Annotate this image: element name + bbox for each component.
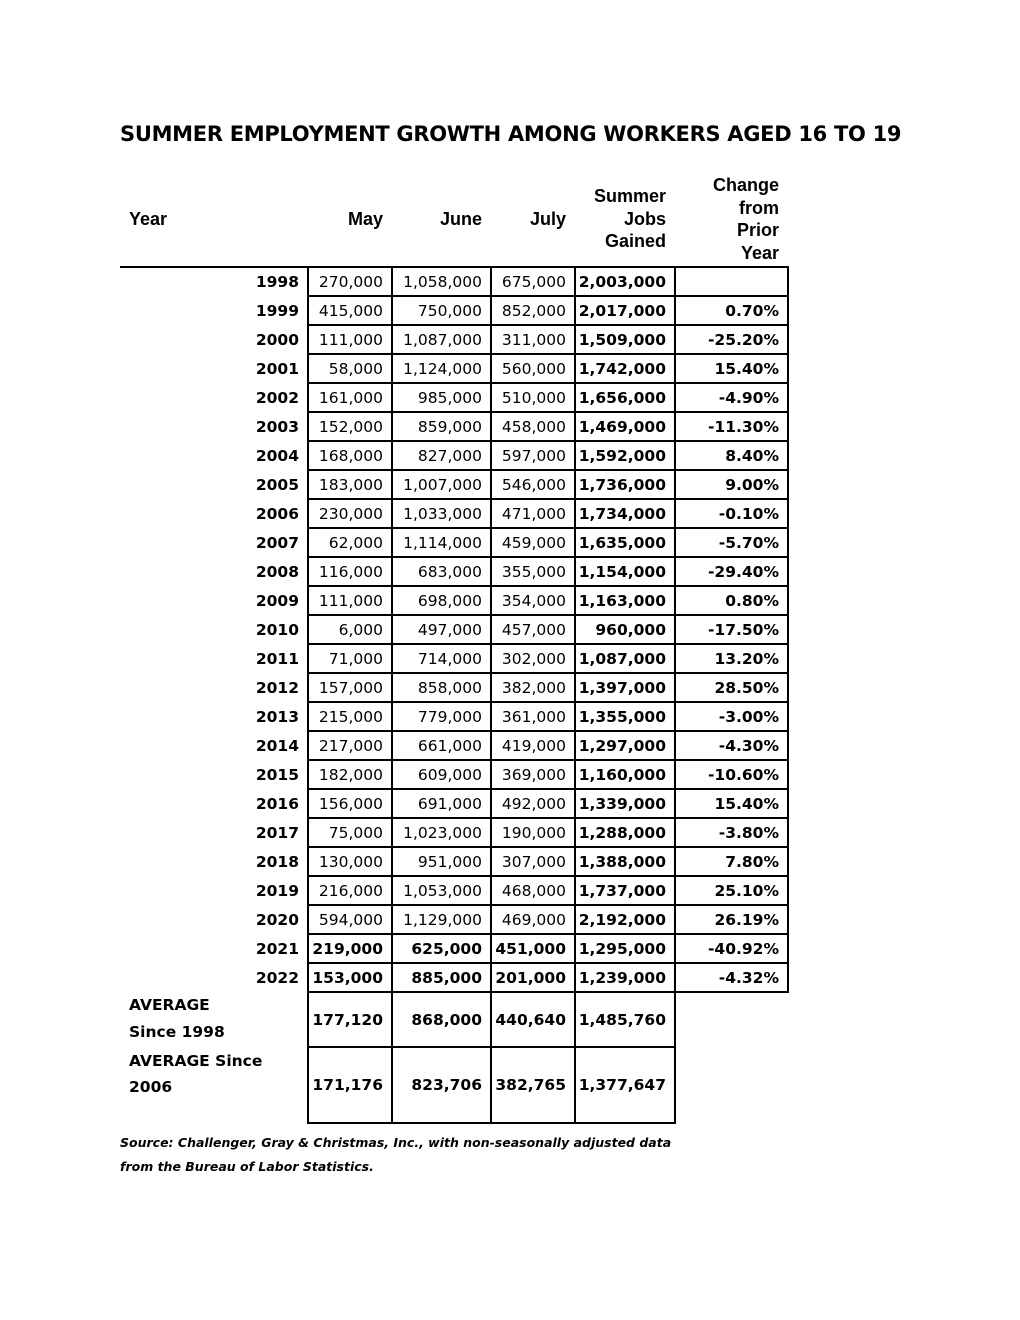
- july-cell: 419,000: [491, 731, 575, 760]
- header-change-line: from: [739, 197, 779, 218]
- header-may: May: [308, 172, 392, 267]
- july-cell: 468,000: [491, 876, 575, 905]
- july-cell: 369,000: [491, 760, 575, 789]
- table-row: [120, 586, 788, 615]
- change-cell: -0.10%: [675, 499, 788, 528]
- june-cell: 1,053,000: [392, 876, 491, 905]
- year-cell: 2014: [255, 736, 299, 755]
- change-cell: -4.30%: [675, 731, 788, 760]
- june-cell: 779,000: [392, 702, 491, 731]
- july-cell: 852,000: [491, 296, 575, 325]
- june-cell: 609,000: [392, 760, 491, 789]
- june-cell: 1,058,000: [392, 267, 491, 296]
- table-row: [120, 644, 788, 673]
- year-cell: 2000: [255, 330, 299, 349]
- summer-jobs-cell: 1,295,000: [575, 934, 675, 963]
- change-cell: 15.40%: [675, 354, 788, 383]
- change-cell: -29.40%: [675, 557, 788, 586]
- page-title: SUMMER EMPLOYMENT GROWTH AMONG WORKERS AGED 16 TO 19: [120, 122, 902, 146]
- table-body: [120, 267, 788, 1123]
- table-row: [120, 934, 788, 963]
- table-row: [120, 325, 788, 354]
- change-cell: 9.00%: [675, 470, 788, 499]
- may-cell: 183,000: [308, 470, 392, 499]
- employment-table: [120, 172, 789, 1124]
- may-cell: 161,000: [308, 383, 392, 412]
- change-cell: -4.90%: [675, 383, 788, 412]
- table-row: [120, 760, 788, 789]
- june-cell: 1,033,000: [392, 499, 491, 528]
- year-cell: 2001: [255, 359, 299, 378]
- july-cell: 354,000: [491, 586, 575, 615]
- may-cell: 270,000: [308, 267, 392, 296]
- change-cell: 28.50%: [675, 673, 788, 702]
- table-row: [120, 702, 788, 731]
- may-cell: 168,000: [308, 441, 392, 470]
- change-cell: -5.70%: [675, 528, 788, 557]
- table-row: [120, 528, 788, 557]
- year-cell: 2016: [255, 794, 299, 813]
- july-cell: 201,000: [491, 963, 575, 992]
- empty-cell: [675, 1047, 788, 1123]
- change-cell: -3.80%: [675, 818, 788, 847]
- table-row: [120, 354, 788, 383]
- may-cell: 116,000: [308, 557, 392, 586]
- summer-jobs-cell: 1,339,000: [575, 789, 675, 818]
- july-cell: 469,000: [491, 905, 575, 934]
- summer-jobs-cell: 1,297,000: [575, 731, 675, 760]
- june-cell: 951,000: [392, 847, 491, 876]
- july-cell: 190,000: [491, 818, 575, 847]
- year-cell: 2008: [255, 562, 299, 581]
- header-summer-line: Jobs: [623, 208, 666, 229]
- average-label: [120, 1047, 308, 1123]
- summer-jobs-cell: 1,388,000: [575, 847, 675, 876]
- header-year: Year: [120, 172, 308, 267]
- year-cell: 2007: [255, 533, 299, 552]
- may-cell: 6,000: [308, 615, 392, 644]
- change-cell: -10.60%: [675, 760, 788, 789]
- header-summer-jobs: [575, 172, 675, 267]
- may-cell: 219,000: [308, 934, 392, 963]
- change-cell: 7.80%: [675, 847, 788, 876]
- year-cell: 2002: [255, 388, 299, 407]
- header-summer-line: Summer: [593, 186, 666, 207]
- summer-jobs-cell: 2,003,000: [575, 267, 675, 296]
- june-cell: 1,087,000: [392, 325, 491, 354]
- may-cell: 111,000: [308, 325, 392, 354]
- table-row: [120, 963, 788, 992]
- header-change: [675, 172, 788, 267]
- header-change-line: Prior: [736, 220, 779, 240]
- year-cell: 2013: [255, 707, 299, 726]
- july-cell: 492,000: [491, 789, 575, 818]
- average-row: [120, 992, 788, 1047]
- summer-jobs-cell: 2,192,000: [575, 905, 675, 934]
- change-cell: -25.20%: [675, 325, 788, 354]
- table-row: [120, 731, 788, 760]
- header-july: July: [491, 172, 575, 267]
- july-cell: 307,000: [491, 847, 575, 876]
- may-cell: 157,000: [308, 673, 392, 702]
- change-cell: 0.70%: [675, 296, 788, 325]
- may-cell: 215,000: [308, 702, 392, 731]
- june-cell: 1,124,000: [392, 354, 491, 383]
- summer-jobs-cell: 1,737,000: [575, 876, 675, 905]
- summer-jobs-cell: 1,239,000: [575, 963, 675, 992]
- july-cell: 459,000: [491, 528, 575, 557]
- average-label-line: AVERAGE Since: [129, 1052, 263, 1070]
- summer-jobs-cell: 1,160,000: [575, 760, 675, 789]
- average-label: [120, 992, 308, 1047]
- july-cell: 361,000: [491, 702, 575, 731]
- may-cell: 216,000: [308, 876, 392, 905]
- may-cell: 152,000: [308, 412, 392, 441]
- july-cell: 457,000: [491, 615, 575, 644]
- table-row: [120, 557, 788, 586]
- year-cell: 2019: [255, 881, 299, 900]
- header-summer-line: Gained: [604, 231, 666, 252]
- year-cell: 1999: [255, 301, 299, 320]
- average-june-cell: 823,706: [392, 1047, 491, 1123]
- july-cell: 311,000: [491, 325, 575, 354]
- table-row: [120, 296, 788, 325]
- year-cell: 2022: [255, 968, 299, 987]
- change-cell: -3.00%: [675, 702, 788, 731]
- summer-jobs-cell: 1,154,000: [575, 557, 675, 586]
- year-cell: 2012: [255, 678, 299, 697]
- change-cell: 8.40%: [675, 441, 788, 470]
- table-row: [120, 673, 788, 702]
- average-july-cell: 382,765: [491, 1047, 575, 1123]
- july-cell: 546,000: [491, 470, 575, 499]
- may-cell: 58,000: [308, 354, 392, 383]
- year-cell: 2021: [255, 939, 299, 958]
- june-cell: 1,129,000: [392, 905, 491, 934]
- average-total-cell: 1,485,760: [575, 992, 675, 1047]
- summer-jobs-cell: 1,288,000: [575, 818, 675, 847]
- june-cell: 750,000: [392, 296, 491, 325]
- average-total-cell: 1,377,647: [575, 1047, 675, 1123]
- source-note: Source: Challenger, Gray & Christmas, Inc., with non-seasonally adjusted data from the Bureau of Labor Statistics.: [120, 1135, 672, 1174]
- june-cell: 1,007,000: [392, 470, 491, 499]
- year-cell: 2020: [255, 910, 299, 929]
- change-cell: -11.30%: [675, 412, 788, 441]
- june-cell: 858,000: [392, 673, 491, 702]
- july-cell: 471,000: [491, 499, 575, 528]
- june-cell: 691,000: [392, 789, 491, 818]
- change-cell: 13.20%: [675, 644, 788, 673]
- year-cell: 2003: [255, 417, 299, 436]
- average-label-line: AVERAGE: [129, 996, 210, 1014]
- table-row: [120, 876, 788, 905]
- may-cell: 217,000: [308, 731, 392, 760]
- june-cell: 698,000: [392, 586, 491, 615]
- june-cell: 625,000: [392, 934, 491, 963]
- june-cell: 1,114,000: [392, 528, 491, 557]
- year-cell: 2010: [255, 620, 299, 639]
- year-cell: 2004: [255, 446, 299, 465]
- average-july-cell: 440,640: [491, 992, 575, 1047]
- july-cell: 560,000: [491, 354, 575, 383]
- summer-jobs-cell: 1,734,000: [575, 499, 675, 528]
- year-cell: 1998: [255, 273, 299, 291]
- average-row: [120, 1047, 788, 1123]
- year-cell: 2017: [255, 823, 299, 842]
- summer-jobs-cell: 2,017,000: [575, 296, 675, 325]
- average-june-cell: 868,000: [392, 992, 491, 1047]
- july-cell: 510,000: [491, 383, 575, 412]
- june-cell: 1,023,000: [392, 818, 491, 847]
- change-cell: [675, 267, 788, 296]
- year-cell: 2018: [255, 852, 299, 871]
- june-cell: 827,000: [392, 441, 491, 470]
- may-cell: 71,000: [308, 644, 392, 673]
- june-cell: 661,000: [392, 731, 491, 760]
- year-cell: 2009: [255, 591, 299, 610]
- summer-jobs-cell: 1,592,000: [575, 441, 675, 470]
- table-row: [120, 412, 788, 441]
- summer-jobs-cell: 1,736,000: [575, 470, 675, 499]
- header-june: June: [392, 172, 491, 267]
- average-label-line: Since 1998: [129, 1023, 225, 1041]
- table-row: [120, 470, 788, 499]
- summer-jobs-cell: 1,163,000: [575, 586, 675, 615]
- may-cell: 153,000: [308, 963, 392, 992]
- july-cell: 302,000: [491, 644, 575, 673]
- header-change-line: Year: [740, 242, 779, 263]
- year-cell: 2015: [255, 765, 299, 784]
- summer-jobs-cell: 1,509,000: [575, 325, 675, 354]
- summer-jobs-cell: 1,397,000: [575, 673, 675, 702]
- change-cell: -40.92%: [675, 934, 788, 963]
- summer-jobs-cell: 1,656,000: [575, 383, 675, 412]
- change-cell: -4.32%: [675, 963, 788, 992]
- may-cell: 111,000: [308, 586, 392, 615]
- change-cell: -17.50%: [675, 615, 788, 644]
- table-row: [120, 383, 788, 412]
- july-cell: 382,000: [491, 673, 575, 702]
- june-cell: 885,000: [392, 963, 491, 992]
- june-cell: 859,000: [392, 412, 491, 441]
- average-may-cell: 171,176: [308, 1047, 392, 1123]
- change-cell: 26.19%: [675, 905, 788, 934]
- year-cell: 2006: [255, 504, 299, 523]
- average-may-cell: 177,120: [308, 992, 392, 1047]
- summer-jobs-cell: 1,742,000: [575, 354, 675, 383]
- may-cell: 230,000: [308, 499, 392, 528]
- may-cell: 75,000: [308, 818, 392, 847]
- table-row: [120, 789, 788, 818]
- year-cell: 2011: [255, 649, 299, 668]
- summer-jobs-cell: 1,469,000: [575, 412, 675, 441]
- table-header-row: [120, 172, 788, 267]
- average-label-line: 2006: [129, 1078, 173, 1096]
- july-cell: 597,000: [491, 441, 575, 470]
- change-cell: 15.40%: [675, 789, 788, 818]
- july-cell: 458,000: [491, 412, 575, 441]
- table-row: [120, 267, 788, 296]
- june-cell: 985,000: [392, 383, 491, 412]
- table-row: [120, 615, 788, 644]
- july-cell: 451,000: [491, 934, 575, 963]
- may-cell: 156,000: [308, 789, 392, 818]
- july-cell: 355,000: [491, 557, 575, 586]
- july-cell: 675,000: [491, 267, 575, 296]
- june-cell: 497,000: [392, 615, 491, 644]
- change-cell: 0.80%: [675, 586, 788, 615]
- summer-jobs-cell: 1,087,000: [575, 644, 675, 673]
- table-row: [120, 499, 788, 528]
- table-row: [120, 818, 788, 847]
- summer-jobs-cell: 1,635,000: [575, 528, 675, 557]
- summer-jobs-cell: 960,000: [575, 615, 675, 644]
- may-cell: 182,000: [308, 760, 392, 789]
- header-change-line: Change: [712, 175, 779, 195]
- change-cell: 25.10%: [675, 876, 788, 905]
- may-cell: 62,000: [308, 528, 392, 557]
- summer-jobs-cell: 1,355,000: [575, 702, 675, 731]
- june-cell: 683,000: [392, 557, 491, 586]
- may-cell: 594,000: [308, 905, 392, 934]
- may-cell: 415,000: [308, 296, 392, 325]
- june-cell: 714,000: [392, 644, 491, 673]
- table-row: [120, 441, 788, 470]
- year-cell: 2005: [255, 475, 299, 494]
- empty-cell: [675, 992, 788, 1047]
- table-row: [120, 847, 788, 876]
- may-cell: 130,000: [308, 847, 392, 876]
- table-row: [120, 905, 788, 934]
